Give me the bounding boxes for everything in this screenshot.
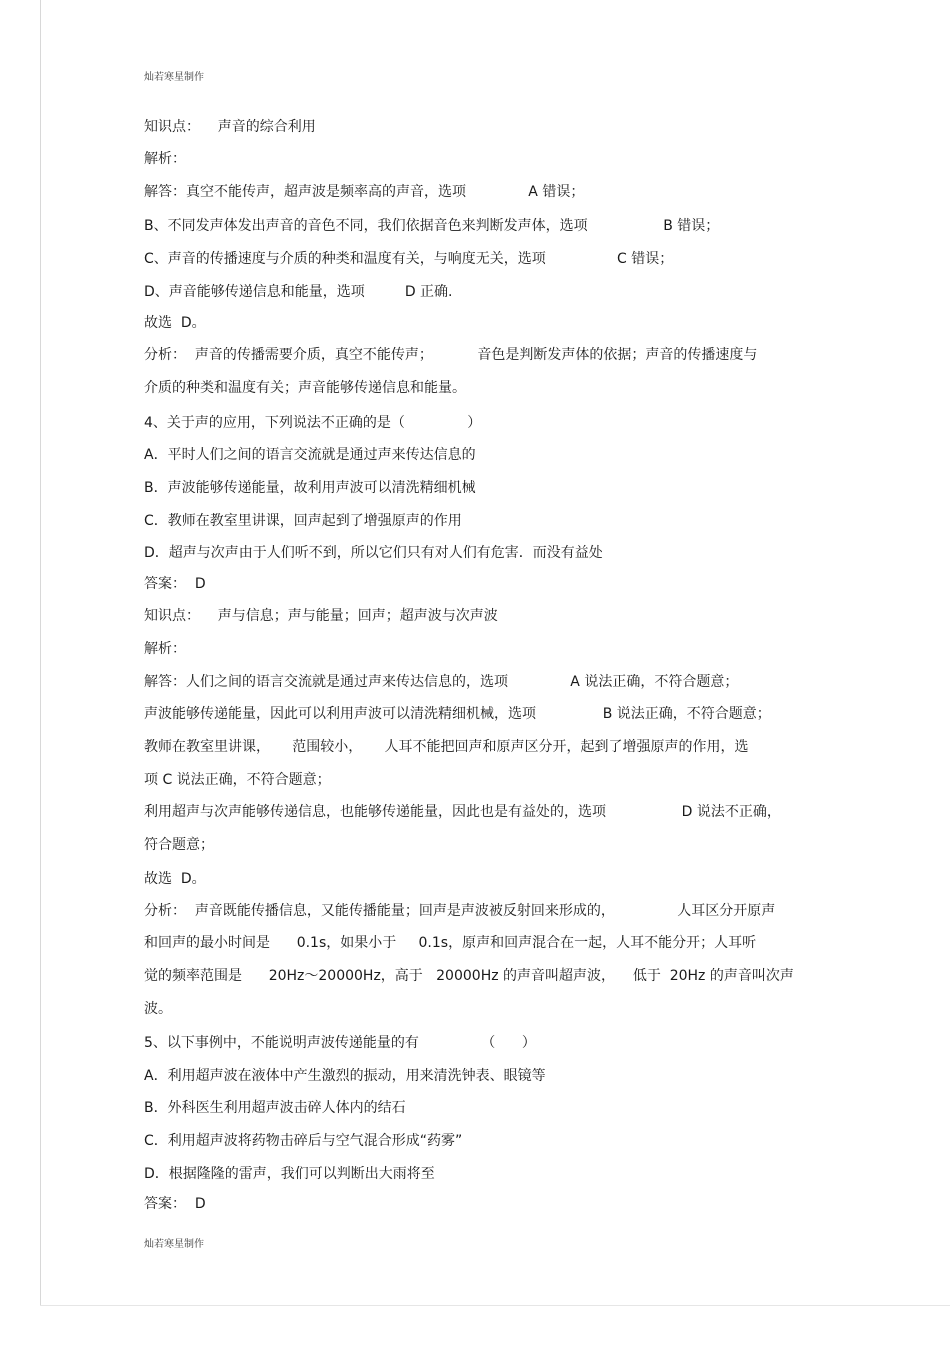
- text-line: 解答：真空不能传声，超声波是频率高的声音，选项 A 错误；: [144, 184, 585, 200]
- text-line: C、声音的传播速度与介质的种类和温度有关，与响度无关，选项 C 错误；: [144, 251, 674, 267]
- text-line: 波。: [144, 1001, 172, 1017]
- text-line: 项 C 说法正确，不符合题意；: [144, 772, 331, 788]
- option-c: C．利用超声波将药物击碎后与空气混合形成“药雾”: [144, 1133, 463, 1149]
- text-line: 故选 D。: [144, 871, 206, 887]
- question-4-stem: 4、关于声的应用，下列说法不正确的是（ ）: [144, 415, 482, 431]
- page-bottom-edge: [40, 1305, 950, 1306]
- option-a: A．利用超声波在液体中产生激烈的振动，用来清洗钟表、眼镜等: [144, 1068, 546, 1084]
- text-line: 利用超声与次声能够传递信息，也能够传递能量，因此也是有益处的，选项 D 说法不正确，: [144, 804, 781, 820]
- option-c: C．教师在教室里讲课，回声起到了增强原声的作用: [144, 513, 462, 529]
- text-line: 介质的种类和温度有关；声音能够传递信息和能量。: [144, 380, 466, 396]
- text-line: 分析： 声音既能传播信息，又能传播能量；回声是声波被反射回来形成的， 人耳区分开原声: [144, 903, 776, 919]
- option-b: B．外科医生利用超声波击碎人体内的结石: [144, 1100, 406, 1116]
- text-line: 觉的频率范围是 20Hz～20000Hz，高于 20000Hz 的声音叫超声波， 低于 20Hz 的声音叫次声: [144, 968, 794, 984]
- option-b: B．声波能够传递能量，故利用声波可以清洗精细机械: [144, 480, 476, 496]
- text-line: B、不同发声体发出声音的音色不同，我们依据音色来判断发声体，选项 B 错误；: [144, 218, 720, 234]
- page-left-edge: [40, 0, 41, 1305]
- question-5-stem: 5、以下事例中，不能说明声波传递能量的有 （ ）: [144, 1035, 536, 1051]
- answer-line: 答案： D: [144, 1196, 206, 1212]
- text-line: 故选 D。: [144, 315, 206, 331]
- option-a: A．平时人们之间的语言交流就是通过声来传达信息的: [144, 447, 476, 463]
- text-line: 符合题意；: [144, 837, 214, 853]
- answer-line: 答案： D: [144, 576, 206, 592]
- text-line: 知识点： 声音的综合利用: [144, 119, 316, 135]
- text-line: 解析：: [144, 151, 186, 167]
- text-line: 和回声的最小时间是 0.1s，如果小于 0.1s，原声和回声混合在一起，人耳不能分开；人耳听: [144, 935, 757, 951]
- text-line: 分析： 声音的传播需要介质，真空不能传声； 音色是判断发声体的依据；声音的传播速度与: [144, 347, 758, 363]
- text-line: 解答：人们之间的语言交流就是通过声来传达信息的，选项 A 说法正确，不符合题意；: [144, 674, 739, 690]
- text-line: 声波能够传递能量，因此可以利用声波可以清洗精细机械，选项 B 说法正确，不符合题意；: [144, 706, 771, 722]
- text-line: 教师在教室里讲课， 范围较小， 人耳不能把回声和原声区分开，起到了增强原声的作用，选: [144, 739, 749, 755]
- page-header: 灿若寒星制作: [144, 72, 204, 83]
- text-line: 解析：: [144, 641, 186, 657]
- option-d: D．根据隆隆的雷声，我们可以判断出大雨将至: [144, 1166, 435, 1182]
- text-line: D、声音能够传递信息和能量，选项 D 正确.: [144, 284, 453, 300]
- option-d: D．超声与次声由于人们听不到，所以它们只有对人们有危害．而没有益处: [144, 545, 603, 561]
- text-line: 知识点： 声与信息；声与能量；回声；超声波与次声波: [144, 608, 498, 624]
- page-footer: 灿若寒星制作: [144, 1239, 204, 1250]
